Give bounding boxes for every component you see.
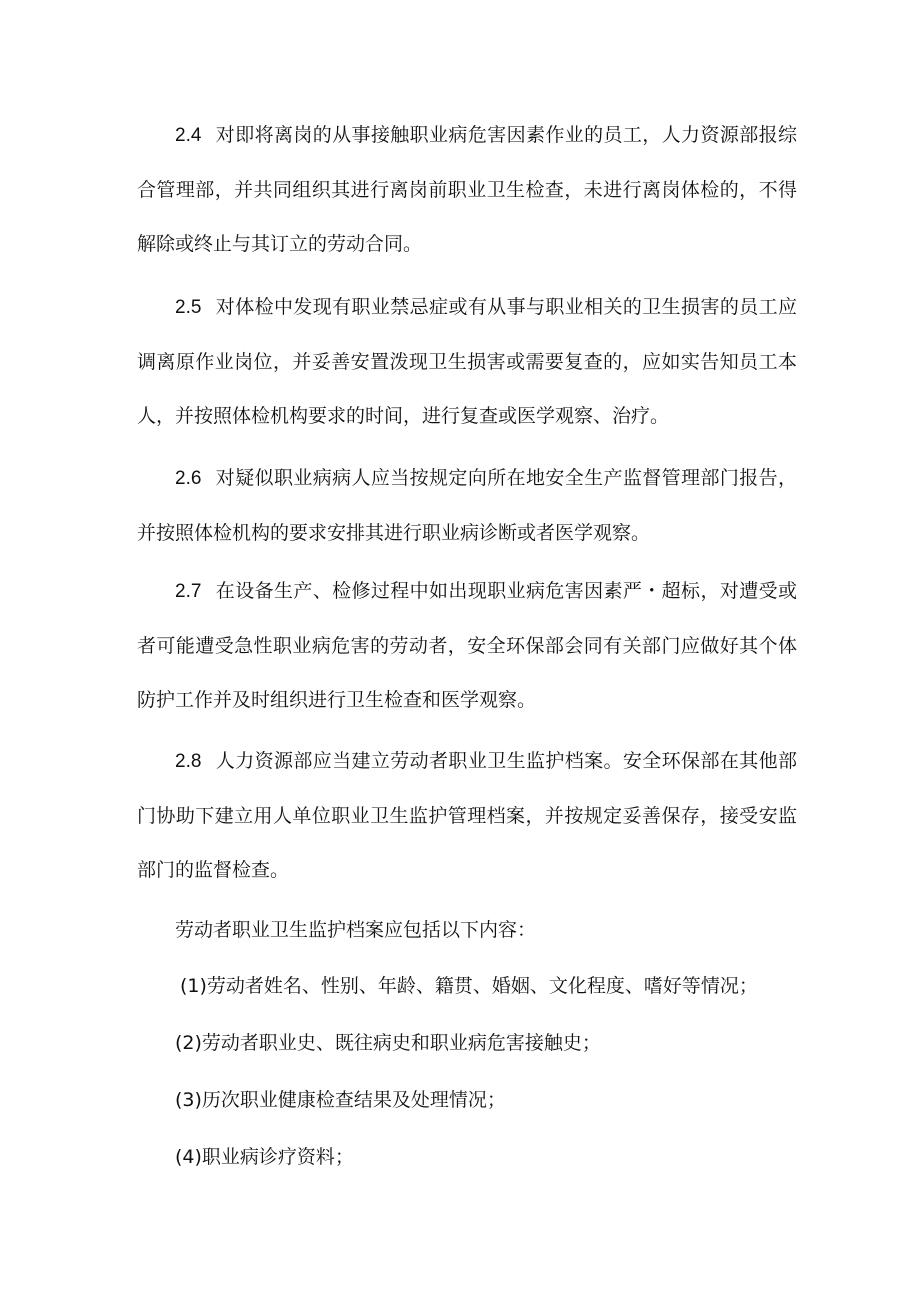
archive-intro: 劳动者职业卫生监护档案应包括以下内容： [175,919,537,941]
paragraph-number: 2.5 [175,297,202,318]
paragraph-number: 2.8 [175,751,202,772]
paragraph-text: 人力资源部应当建立劳动者职业卫生监护档案。安全环保部在其他部门协助下建立用人单位职业卫生监护管理档案，并按规定妥善保存，接受安监部门的监督检查。 [137,750,797,881]
list-item-1: (1)劳动者姓名、性别、年龄、籍贯、婚姻、文化程度、嗜好等情况； [180,975,758,997]
list-item-4: (4)职业病诊疗资料； [175,1146,354,1168]
paragraph-text: 在设备生产、检修过程中如出现职业病危害因素严・超标，对遭受或者可能遭受急性职业病危害的劳动者，安全环保部会同有关部门应做好其个体防护工作并及时组织进行卫生检查和医学观察。 [137,580,797,711]
paragraph-text: 对即将离岗的从事接触职业病危害因素作业的员工，人力资源部报综合管理部，并共同组织其进行离岗前职业卫生检查，未进行离岗体检的，不得解除或终止与其订立的劳动合同。 [137,124,797,255]
paragraph-number: 2.4 [175,125,202,146]
paragraph-number: 2.6 [175,468,202,489]
paragraph-text: 对疑似职业病病人应当按规定向所在地安全生产监督管理部门报告，并按照体检机构的要求安排其进行职业病诊断或者医学观察。 [137,467,797,544]
list-item-3: (3)历次职业健康检查结果及处理情况； [175,1089,506,1111]
paragraph-2-8 [137,734,797,897]
paragraph-2-6 [137,451,797,560]
list-item-2: (2)劳动者职业史、既往病史和职业病危害接触史； [175,1032,601,1054]
paragraph-2-4 [137,108,797,271]
paragraph-2-7 [137,564,797,727]
paragraph-number: 2.7 [175,581,202,602]
paragraph-text: 对体检中发现有职业禁忌症或有从事与职业相关的卫生损害的员工应调离原作业岗位，并妥善安置泼现卫生损害或需要复查的，应如实告知员工本人，并按照体检机构要求的时间，进行复查或医学观察、治疗。 [137,296,797,427]
paragraph-2-5 [137,280,797,443]
